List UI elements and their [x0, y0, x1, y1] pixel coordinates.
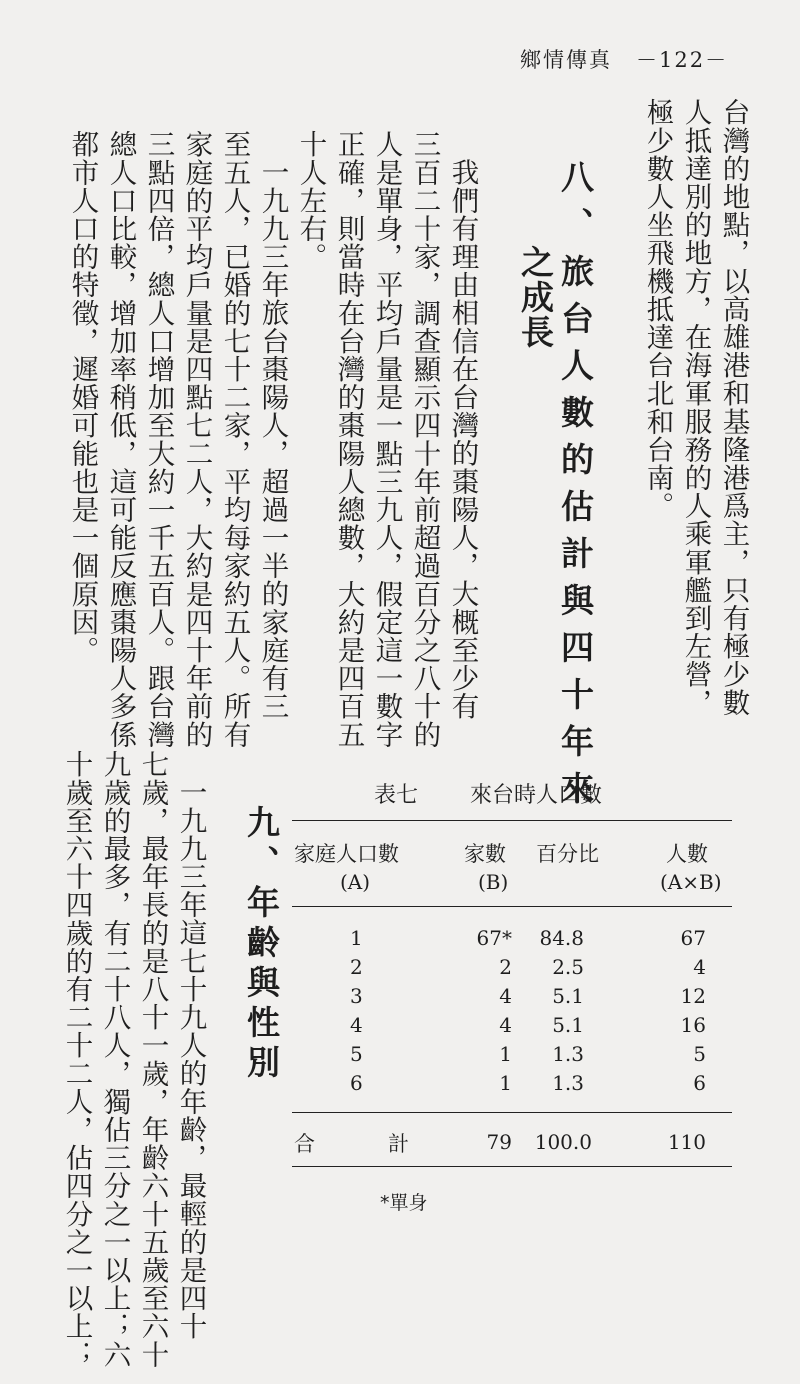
cell-persons: 6 [693, 1071, 706, 1095]
section-heading-continued: 之成長 [516, 245, 555, 350]
running-header [520, 44, 728, 74]
cell-members: 2 [350, 955, 363, 979]
cell-percent: 5.1 [552, 984, 584, 1008]
cell-percent: 1.3 [552, 1042, 584, 1066]
text-column: 台灣的地點，以高雄港和基隆港爲主，只有極少數 [717, 98, 750, 717]
section-heading: 九、年齡與性別 [242, 805, 281, 1085]
total-households: 79 [486, 1130, 512, 1154]
text-column: 三點四倍，總人口增加至大約一千五百人。跟台灣 [142, 130, 175, 749]
table-header-rule [292, 906, 732, 907]
table-bottom-rule [292, 1166, 732, 1167]
page-number: －122－ [636, 48, 729, 72]
cell-households: 2 [499, 955, 512, 979]
cell-households: 4 [499, 984, 512, 1008]
cell-percent: 84.8 [539, 926, 584, 950]
col-header-households-sub: (B) [478, 870, 509, 894]
cell-percent: 1.3 [552, 1071, 584, 1095]
cell-persons: 5 [693, 1042, 706, 1066]
cell-percent: 2.5 [552, 955, 584, 979]
cell-households: 67* [476, 926, 512, 950]
table-caption [374, 778, 602, 809]
total-label-b: 計 [388, 1132, 409, 1156]
book-title: 鄉情傳真 [520, 48, 612, 72]
table-top-rule [292, 820, 732, 821]
col-header-persons-sub: (A×B) [660, 870, 722, 894]
text-column: 三百二十家，調查顯示四十年前超過百分之八十的 [408, 130, 441, 749]
table-title: 來台時人口數 [470, 783, 603, 808]
text-column: 九歲的最多，有二十八人，獨佔三分之一以上；六 [98, 750, 131, 1369]
text-column: 極少數人坐飛機抵達台北和台南。 [641, 98, 674, 520]
col-header-percent: 百分比 [536, 842, 599, 866]
text-column: 都市人口的特徵，遲婚可能也是一個原因。 [66, 130, 99, 664]
text-column: 人抵達別的地方，在海軍服務的人乘軍艦到左營， [679, 98, 712, 717]
cell-members: 3 [350, 984, 363, 1008]
cell-persons: 16 [680, 1013, 706, 1037]
text-column: 十人左右。 [294, 130, 327, 271]
cell-members: 1 [350, 926, 363, 950]
col-header-members-sub: (A) [340, 870, 371, 894]
text-column: 七歲，最年長的是八十一歲，年齡六十五歲至六十 [136, 750, 169, 1369]
text-column: 我們有理由相信在台灣的棗陽人，大概至少有 [446, 158, 479, 720]
col-header-persons: 人數 [666, 842, 708, 866]
col-header-households: 家數 [464, 842, 506, 866]
cell-members: 5 [350, 1042, 363, 1066]
table-total-rule [292, 1112, 732, 1113]
cell-households: 1 [499, 1042, 512, 1066]
total-percent: 100.0 [534, 1130, 592, 1154]
cell-members: 6 [350, 1071, 363, 1095]
text-column: 一九九三年旅台棗陽人，超過一半的家庭有三 [256, 158, 289, 720]
text-column: 總人口比較，增加率稍低，這可能反應棗陽人多係 [104, 130, 137, 749]
cell-members: 4 [350, 1013, 363, 1037]
cell-households: 4 [499, 1013, 512, 1037]
cell-persons: 67 [680, 926, 706, 950]
text-column: 家庭的平均戶量是四點七二人，大約是四十年前的 [180, 130, 213, 749]
text-column: 一九九三年這七十九人的年齡，最輕的是四十 [174, 778, 207, 1340]
col-header-members: 家庭人口數 [294, 842, 399, 866]
cell-percent: 5.1 [552, 1013, 584, 1037]
table-footnote: *單身 [380, 1192, 428, 1214]
total-label-a: 合 [294, 1132, 315, 1156]
cell-persons: 12 [680, 984, 706, 1008]
text-column: 人是單身，平均戶量是一點三九人，假定這一數字 [370, 130, 403, 749]
total-persons: 110 [667, 1130, 706, 1154]
section-heading: 八、旅台人數的估計與四十年來 [556, 160, 595, 818]
text-column: 十歲至六十四歲的有二十二人，佔四分之一以上； [60, 750, 93, 1369]
cell-persons: 4 [693, 955, 706, 979]
text-column: 正確，則當時在台灣的棗陽人總數，大約是四百五 [332, 130, 365, 749]
cell-households: 1 [499, 1071, 512, 1095]
text-column: 至五人，已婚的七十二家，平均每家約五人。所有 [218, 130, 251, 749]
table-label: 表七 [374, 783, 419, 808]
